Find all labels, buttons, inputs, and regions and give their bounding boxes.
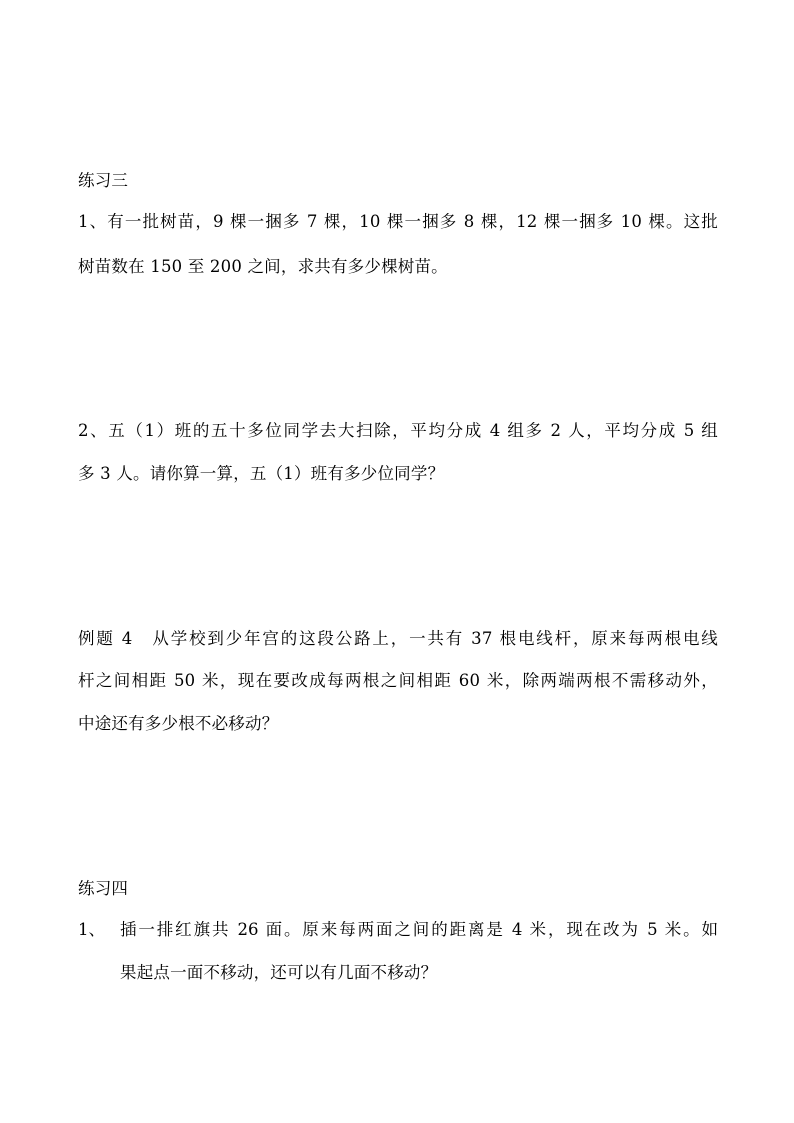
exercise-4-question-1-line-1: 插一排红旗共 26 面。原来每两面之间的距离是 4 米，现在改为 5 米。如 [120, 920, 718, 939]
example-4-line-1: 例题 4 从学校到少年宫的这段公路上，一共有 37 根电线杆，原来每两根电线 [78, 629, 718, 648]
exercise-4-question-1-line-2: 果起点一面不移动，还可以有几面不移动？ [120, 963, 438, 982]
exercise-3-heading: 练习三 [78, 171, 129, 190]
exercise-3-question-1-line-2: 树苗数在 150 至 200 之间，求共有多少棵树苗。 [78, 257, 448, 276]
exercise-3-question-2-line-2: 多 3 人。请你算一算，五（1）班有多少位同学？ [78, 464, 445, 483]
exercise-3-question-1-line-1: 1、有一批树苗，9 棵一捆多 7 棵，10 棵一捆多 8 棵，12 棵一捆多 10 棵。这批 [78, 212, 718, 231]
example-4-line-2: 杆之间相距 50 米，现在要改成每两根之间相距 60 米，除两端两根不需移动外， [78, 671, 718, 690]
exercise-4-heading: 练习四 [78, 879, 129, 898]
example-4-line-3: 中途还有多少根不必移动？ [78, 714, 279, 733]
exercise-3-question-2-line-1: 2、五（1）班的五十多位同学去大扫除，平均分成 4 组多 2 人，平均分成 5 组 [78, 421, 718, 440]
exercise-4-question-1-number: 1、 [78, 920, 105, 939]
